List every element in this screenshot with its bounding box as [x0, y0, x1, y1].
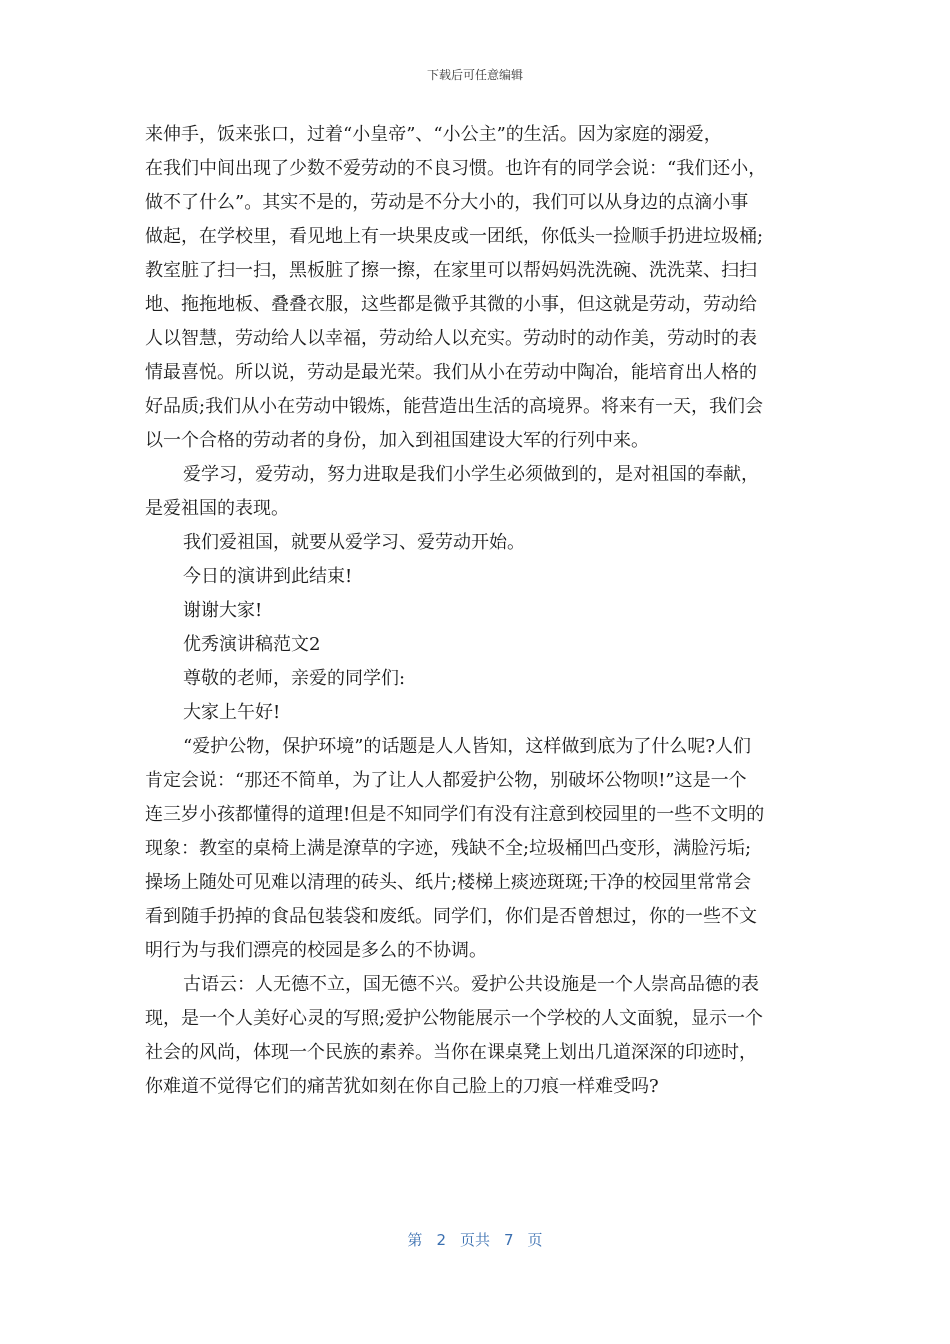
- text-line: 大家上午好!: [183, 702, 281, 723]
- footer-ye: 页: [527, 1231, 543, 1249]
- text-line: 社会的风尚，体现一个民族的素养。当你在课桌凳上划出几道深深的印迹时，: [145, 1042, 757, 1063]
- text-line: 谢谢大家!: [183, 600, 263, 621]
- page-footer: [0, 1229, 950, 1250]
- text-line: 好品质;我们从小在劳动中锻炼，能营造出生活的高境界。将来有一天，我们会: [145, 396, 764, 417]
- text-line: 教室脏了扫一扫，黑板脏了擦一擦，在家里可以帮妈妈洗洗碗、洗洗菜、扫扫: [145, 260, 757, 281]
- text-line: 爱学习，爱劳动，努力进取是我们小学生必须做到的，是对祖国的奉献，: [183, 464, 759, 485]
- text-line: 尊敬的老师，亲爱的同学们:: [183, 668, 406, 689]
- text-line: 来伸手，饭来张口，过着“小皇帝”、“小公主”的生活。因为家庭的溺爱，: [145, 124, 722, 145]
- text-line: 做起，在学校里，看见地上有一块果皮或一团纸，你低头一捡顺手扔进垃圾桶;: [145, 226, 764, 247]
- text-line: 操场上随处可见难以清理的砖头、纸片;楼梯上痰迹斑斑;干净的校园里常常会: [145, 872, 752, 893]
- text-line: 连三岁小孩都懂得的道理!但是不知同学们有没有注意到校园里的一些不文明的: [145, 804, 765, 825]
- page-header: 下载后可任意编辑: [426, 68, 523, 82]
- text-line: 是爱祖国的表现。: [145, 498, 289, 519]
- text-line: 地、拖拖地板、叠叠衣服，这些都是微乎其微的小事，但这就是劳动，劳动给: [145, 294, 757, 315]
- text-line: 现，是一个人美好心灵的写照;爱护公物能展示一个学校的人文面貌，显示一个: [145, 1008, 764, 1029]
- text-line: 做不了什么”。其实不是的，劳动是不分大小的，我们可以从身边的点滴小事: [145, 192, 749, 213]
- text-line: 明行为与我们漂亮的校园是多么的不协调。: [145, 940, 487, 961]
- text-line: 在我们中间出现了少数不爱劳动的不良习惯。也许有的同学会说：“我们还小，: [145, 158, 767, 179]
- text-line: 看到随手扔掉的食品包装袋和废纸。同学们，你们是否曾想过，你的一些不文: [145, 906, 757, 927]
- text-line: 古语云：人无德不立，国无德不兴。爱护公共设施是一个人崇高品德的表: [183, 974, 759, 995]
- page-number: 2: [436, 1231, 446, 1249]
- text-line: “爱护公物，保护环境”的话题是人人皆知，这样做到底为了什么呢?人们: [183, 736, 752, 757]
- text-line: 肯定会说：“那还不简单，为了让人人都爱护公物，别破坏公物呗!”这是一个: [145, 770, 747, 791]
- document-body: [145, 118, 810, 1104]
- section-heading: 优秀演讲稿范文2: [183, 634, 321, 655]
- text-line: 我们爱祖国，就要从爱学习、爱劳动开始。: [183, 532, 525, 553]
- text-line: 情最喜悦。所以说，劳动是最光荣。我们从小在劳动中陶冶，能培育出人格的: [145, 362, 757, 383]
- text-line: 现象：教室的桌椅上满是潦草的字迹，残缺不全;垃圾桶凹凸变形，满脸污垢;: [145, 838, 752, 859]
- text-line: 今日的演讲到此结束!: [183, 566, 353, 587]
- footer-di: 第: [407, 1231, 423, 1249]
- text-line: 以一个合格的劳动者的身份，加入到祖国建设大军的行列中来。: [145, 430, 649, 451]
- text-line: 人以智慧，劳动给人以幸福，劳动给人以充实。劳动时的动作美，劳动时的表: [145, 328, 757, 349]
- footer-ye-gong: 页共: [459, 1231, 490, 1249]
- text-line: 你难道不觉得它们的痛苦犹如刻在你自己脸上的刀痕一样难受吗?: [145, 1076, 659, 1097]
- total-pages: 7: [504, 1231, 514, 1249]
